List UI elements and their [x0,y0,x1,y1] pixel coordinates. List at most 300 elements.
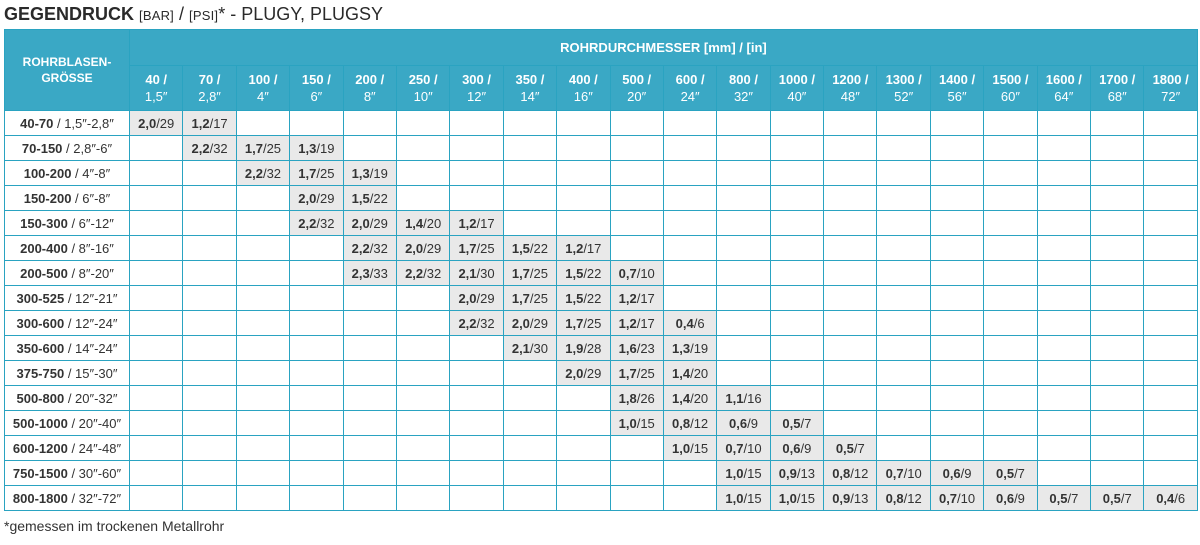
cell-psi-value: /25 [262,140,282,156]
table-cell [984,486,1037,511]
cell-bar-value: 1,3 [351,165,370,181]
cell-bar-value: 1,5 [511,240,530,256]
table-cell [1091,136,1144,161]
table-row [5,411,1198,436]
cell-bar-value: 1,0 [725,490,744,506]
table-cell [557,411,610,436]
table-cell [183,411,236,436]
cell-bar-value: 2,2 [405,265,424,281]
table-cell [663,336,716,361]
table-cell [610,486,663,511]
cell-psi-value: /10 [636,265,655,281]
table-cell [1144,286,1197,311]
table-cell [343,211,396,236]
table-cell [877,136,930,161]
column-header-mm: 1500 / [992,72,1029,87]
table-cell [824,386,877,411]
table-cell [1037,411,1090,436]
row-label-mm: 200-400 [20,240,68,256]
table-cell [663,211,716,236]
table-cell [236,336,289,361]
column-header-in: 68″ [1107,89,1127,104]
cell-psi-value: /10 [957,490,976,506]
table-cell [236,386,289,411]
row-label [5,136,130,161]
row-label-mm: 150-300 [20,215,68,231]
column-header [770,66,823,111]
table-cell [1144,111,1197,136]
cell-psi-value: /17 [209,115,228,131]
table-cell [663,386,716,411]
table-cell [663,136,716,161]
table-cell [1037,161,1090,186]
cell-bar-value: 1,0 [672,440,691,456]
table-cell [877,436,930,461]
table-cell [130,411,183,436]
cell-psi-value: /32 [209,140,228,156]
table-cell [557,486,610,511]
cell-psi-value: /32 [476,315,495,331]
cell-psi-value: /29 [423,240,442,256]
table-cell [824,236,877,261]
title-rest: * - PLUGY, PLUGSY [218,4,383,24]
cell-psi-value: /32 [316,215,335,231]
cell-psi-value: /7 [853,440,865,456]
table-cell [717,111,770,136]
table-cell [984,361,1037,386]
table-cell [130,311,183,336]
table-cell [663,411,716,436]
row-label-in: / 4″-8″ [71,165,111,181]
table-cell [1091,361,1144,386]
table-cell [503,236,556,261]
cell-psi-value: /23 [636,340,655,356]
table-cell [183,111,236,136]
table-cell [396,361,449,386]
table-row [5,111,1198,136]
table-cell [984,311,1037,336]
table-cell [1037,236,1090,261]
cell-psi-value: /32 [423,265,442,281]
table-cell [343,261,396,286]
table-cell [290,261,343,286]
table-cell [930,211,983,236]
table-cell [877,186,930,211]
table-cell [130,461,183,486]
table-cell [1037,361,1090,386]
column-header-in: 8″ [363,89,376,104]
table-cell [130,111,183,136]
table-cell [824,261,877,286]
table-cell [343,186,396,211]
table-cell [770,161,823,186]
table-cell [557,136,610,161]
cell-bar-value: 2,0 [565,365,584,381]
title-unit-bar: [BAR] [139,8,174,23]
table-cell [503,186,556,211]
column-header [1091,66,1144,111]
cell-bar-value: 1,0 [725,465,744,481]
cell-psi-value: /25 [529,290,548,306]
row-label-in: / 8″-20″ [67,265,114,281]
cell-bar-value: 0,7 [885,465,904,481]
table-cell [877,111,930,136]
cell-bar-value: 1,3 [298,140,317,156]
table-cell [343,436,396,461]
table-cell [396,461,449,486]
table-cell [343,111,396,136]
cell-bar-value: 1,7 [511,265,530,281]
cell-psi-value: /9 [960,465,972,481]
cell-psi-value: /32 [369,240,388,256]
cell-bar-value: 1,0 [618,415,637,431]
column-header [450,66,503,111]
table-cell [557,186,610,211]
cell-psi-value: /19 [369,165,388,181]
cell-bar-value: 2,0 [351,215,370,231]
table-cell [557,336,610,361]
table-cell [396,336,449,361]
table-cell [610,311,663,336]
table-cell [824,486,877,511]
table-cell [236,461,289,486]
table-cell [770,386,823,411]
table-cell [663,361,716,386]
table-cell [717,386,770,411]
table-cell [503,436,556,461]
cell-psi-value: /19 [690,340,709,356]
table-cell [1091,286,1144,311]
table-cell [450,336,503,361]
cell-bar-value: 1,4 [672,390,691,406]
column-header-in: 2,8″ [198,89,221,104]
row-label-in: / 15″-30″ [64,365,118,381]
table-cell [450,236,503,261]
table-cell [503,311,556,336]
table-cell [396,411,449,436]
table-cell [183,436,236,461]
table-cell [984,111,1037,136]
table-cell [503,286,556,311]
table-cell [770,186,823,211]
table-cell [610,286,663,311]
table-cell [503,336,556,361]
row-label-mm: 375-750 [16,365,65,381]
table-cell [236,211,289,236]
cell-bar-value: 1,9 [565,340,584,356]
table-row [5,361,1198,386]
column-header-mm: 1700 / [1099,72,1136,87]
table-cell [236,411,289,436]
cell-psi-value: /12 [690,415,709,431]
cell-bar-value: 2,0 [298,190,317,206]
table-cell [877,386,930,411]
table-cell [343,386,396,411]
table-cell [396,386,449,411]
column-header-mm: 1800 / [1152,72,1189,87]
table-row [5,236,1198,261]
table-cell [824,211,877,236]
table-cell [877,486,930,511]
table-cell [450,311,503,336]
title-main: GEGENDRUCK [4,4,135,24]
table-cell [930,311,983,336]
cell-bar-value: 1,6 [618,340,637,356]
table-cell [1144,211,1197,236]
cell-psi-value: /13 [850,490,869,506]
table-cell [984,211,1037,236]
table-cell [877,261,930,286]
cell-bar-value: 1,2 [458,215,477,231]
cell-psi-value: /17 [583,240,602,256]
column-header-mm: 300 / [462,72,491,87]
table-cell [236,136,289,161]
cell-psi-value: /6 [1174,490,1186,506]
table-cell [930,261,983,286]
table-cell [503,486,556,511]
table-cell [930,336,983,361]
cell-bar-value: 0,6 [729,415,748,431]
table-cell [877,236,930,261]
cell-psi-value: /12 [850,465,869,481]
table-cell [1144,436,1197,461]
column-header-mm: 1600 / [1045,72,1082,87]
table-cell [130,261,183,286]
table-cell [290,361,343,386]
table-cell [770,411,823,436]
cell-bar-value: 0,5 [835,440,854,456]
table-cell [717,286,770,311]
cell-bar-value: 1,2 [618,315,637,331]
row-label-in: / 6″-12″ [67,215,114,231]
cell-psi-value: /17 [636,315,655,331]
table-cell [503,161,556,186]
table-cell [1091,411,1144,436]
row-label-mm: 300-600 [16,315,65,331]
row-label-in: / 20″-32″ [64,390,118,406]
table-cell [557,286,610,311]
cell-psi-value: /20 [690,365,709,381]
table-cell [824,436,877,461]
row-label [5,386,130,411]
cell-psi-value: /15 [743,490,762,506]
column-header-in: 4″ [257,89,269,104]
cell-bar-value: 0,7 [938,490,958,506]
table-cell [183,136,236,161]
cell-bar-value: 0,7 [725,440,744,456]
table-cell [610,111,663,136]
table-cell [663,261,716,286]
table-cell [770,111,823,136]
table-row [5,161,1198,186]
table-cell [663,161,716,186]
table-row [5,186,1198,211]
table-cell [557,311,610,336]
cell-bar-value: 2,1 [458,265,477,281]
table-cell [984,336,1037,361]
cell-psi-value: /7 [1014,465,1025,481]
cell-psi-value: /15 [796,490,815,506]
row-label-in: / 6″-8″ [71,190,111,206]
cell-bar-value: 0,6 [782,440,801,456]
table-cell [930,136,983,161]
table-cell [450,261,503,286]
table-cell [557,361,610,386]
table-cell [1144,311,1197,336]
table-cell [930,286,983,311]
table-cell [1144,386,1197,411]
table-cell [396,436,449,461]
cell-psi-value: /9 [747,415,758,431]
table-cell [877,411,930,436]
column-header-mm: 100 / [248,72,278,87]
table-cell [717,411,770,436]
cell-bar-value: 2,2 [191,140,210,156]
column-header-mm: 1200 / [832,72,869,87]
cell-bar-value: 1,3 [672,340,691,356]
table-cell [343,236,396,261]
table-cell [984,386,1037,411]
table-cell [717,236,770,261]
table-cell [1091,161,1144,186]
table-cell [557,436,610,461]
table-cell [930,361,983,386]
table-cell [877,311,930,336]
cell-bar-value: 2,2 [351,240,370,256]
table-cell [1091,261,1144,286]
row-label-mm: 750-1500 [12,465,68,481]
table-cell [1144,136,1197,161]
table-cell [984,136,1037,161]
column-header-in: 64″ [1054,89,1074,104]
cell-bar-value: 1,4 [672,365,691,381]
table-cell [717,136,770,161]
table-cell [1091,111,1144,136]
cell-bar-value: 0,5 [1102,490,1121,506]
table-cell [1037,336,1090,361]
cell-bar-value: 1,5 [565,265,584,281]
cell-bar-value: 1,7 [298,165,317,181]
table-cell [450,286,503,311]
table-cell [1037,436,1090,461]
column-header-mm: 500 / [622,72,652,87]
table-cell [984,286,1037,311]
row-label [5,111,130,136]
table-cell [130,211,183,236]
title-unit-psi: [PSI] [189,8,219,23]
table-cell [503,461,556,486]
cell-psi-value: /25 [636,365,655,381]
table-row [5,436,1198,461]
table-cell [130,136,183,161]
cell-psi-value: /12 [903,490,922,506]
table-cell [610,261,663,286]
table-cell [396,136,449,161]
table-cell [930,461,983,486]
cell-bar-value: 0,5 [1049,490,1068,506]
column-header-in: 16″ [573,89,593,104]
table-cell [450,486,503,511]
table-row [5,261,1198,286]
row-label-in: / 12″-21″ [64,290,118,306]
column-header-row [5,66,1198,111]
table-cell [290,211,343,236]
cell-psi-value: /20 [690,390,709,406]
table-cell [290,486,343,511]
cell-psi-value: /15 [690,440,709,456]
cell-psi-value: /9 [1014,490,1025,506]
cell-bar-value: 2,2 [298,215,317,231]
table-cell [1037,111,1090,136]
cell-psi-value: /22 [583,265,602,281]
column-header-in: 14″ [520,89,540,104]
table-cell [1037,286,1090,311]
table-cell [930,436,983,461]
table-cell [770,461,823,486]
table-cell [1144,161,1197,186]
table-cell [824,311,877,336]
column-header-mm: 800 / [729,72,758,87]
table-cell [877,336,930,361]
table-cell [610,436,663,461]
row-label [5,436,130,461]
title-separator: / [179,4,185,24]
table-row [5,311,1198,336]
column-header-mm: 1300 / [885,72,922,87]
row-label-in: / 32″-72″ [67,490,122,506]
column-header-mm: 600 / [675,72,705,87]
table-cell [236,311,289,336]
row-label-mm: 500-1000 [12,415,68,431]
table-cell [183,486,236,511]
table-cell [824,161,877,186]
column-header-mm: 150 / [301,72,331,87]
table-cell [1037,211,1090,236]
table-cell [984,261,1037,286]
column-header-mm: 200 / [355,72,385,87]
table-cell [717,211,770,236]
cell-psi-value: /25 [476,240,495,256]
table-cell [1037,136,1090,161]
row-label-mm: 600-1200 [12,440,68,456]
table-cell [396,211,449,236]
table-cell [930,186,983,211]
column-header-mm: 1000 / [778,72,815,87]
row-label [5,261,130,286]
table-cell [450,411,503,436]
column-header [290,66,343,111]
table-cell [183,211,236,236]
cell-psi-value: /25 [529,265,548,281]
table-cell [663,311,716,336]
table-cell [877,361,930,386]
table-cell [610,136,663,161]
cell-psi-value: /29 [316,190,335,206]
cell-psi-value: /28 [583,340,602,356]
row-label-in: / 12″-24″ [64,315,118,331]
table-cell [130,361,183,386]
cell-psi-value: /17 [476,215,495,231]
cell-bar-value: 0,6 [942,465,961,481]
table-cell [984,161,1037,186]
table-cell [1037,461,1090,486]
cell-psi-value: /10 [743,440,762,456]
table-cell [343,286,396,311]
table-cell [290,411,343,436]
column-header [824,66,877,111]
table-cell [1091,311,1144,336]
table-cell [877,211,930,236]
